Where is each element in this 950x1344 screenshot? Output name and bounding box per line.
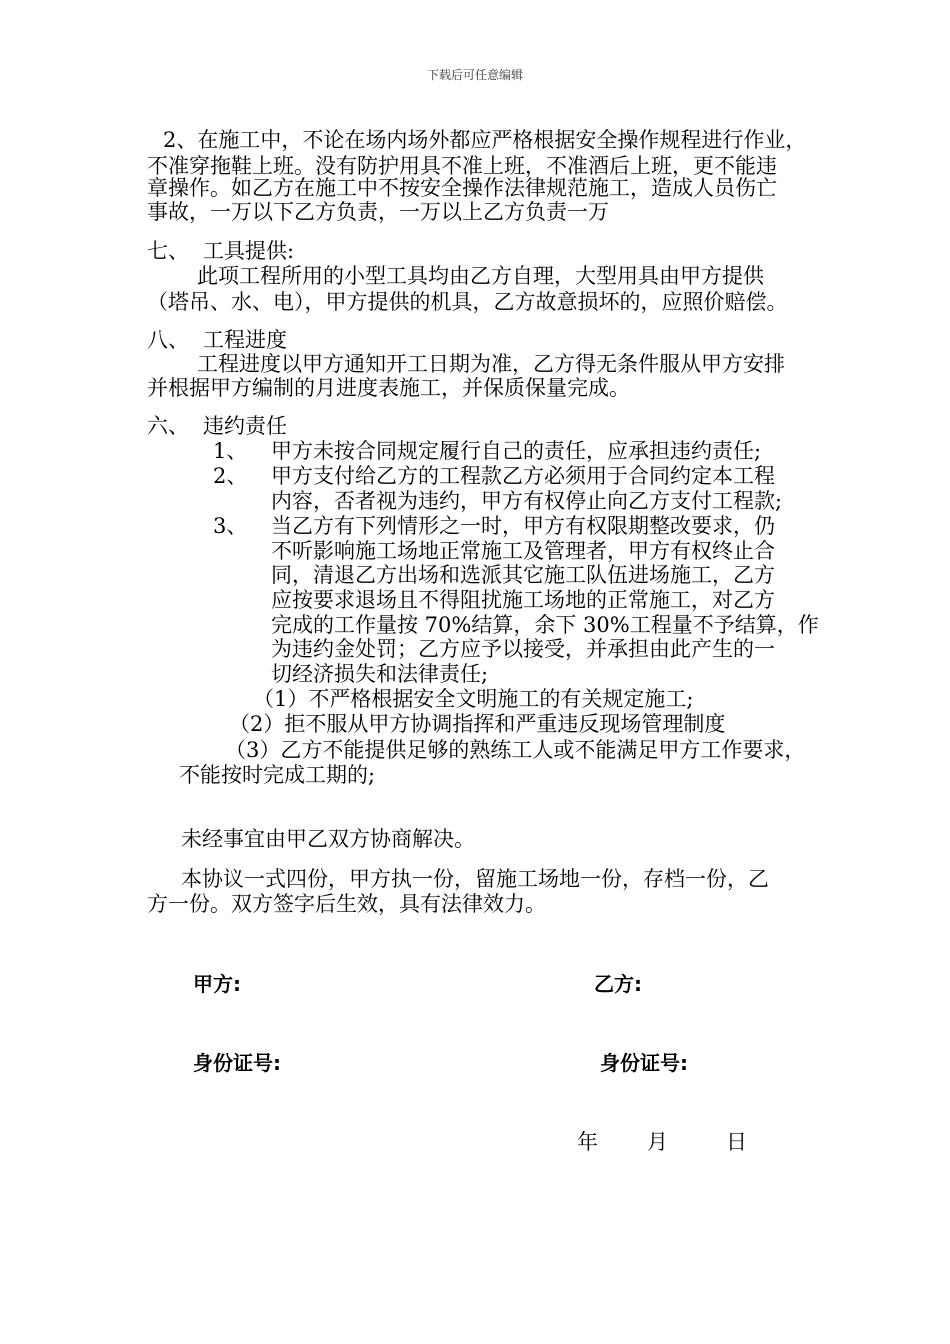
progress-line-1: 工程进度以甲方通知开工日期为准，乙方得无条件服从甲方安排 [197, 352, 785, 376]
breach-item-3-line-1: 当乙方有下列情形之一时，甲方有权限期整改要求，仍 [271, 514, 775, 538]
breach-item-2-line-1: 甲方支付给乙方的工程款乙方必须用于合同约定本工程 [271, 464, 775, 488]
breach-item-2-line-2: 内容，否者视为违约，甲方有权停止向乙方支付工程款; [271, 489, 783, 513]
tools-section-number: 七、 [147, 239, 189, 263]
breach-item-2-number: 2、 [213, 464, 248, 488]
breach-item-1-line-1: 甲方未按合同规定履行自己的责任，应承担违约责任; [271, 439, 762, 463]
progress-section-number: 八、 [147, 328, 189, 352]
date-day-label: 日 [726, 1130, 747, 1154]
party-a-label: 甲方: [193, 972, 241, 996]
breach-sub-item-3: （3）乙方不能提供足够的熟练工人或不能满足甲方工作要求， [225, 738, 806, 762]
breach-sub-item-1: （1）不严格根据安全文明施工的有关规定施工; [253, 687, 694, 711]
date-year-label: 年 [577, 1130, 598, 1154]
closing-line-2: 本协议一式四份，甲方执一份，留施工场地一份，存档一份，乙 [181, 867, 769, 891]
breach-item-3-line-7: 切经济损失和法律责任; [271, 662, 489, 686]
breach-item-3-number: 3、 [213, 514, 248, 538]
date-month-label: 月 [647, 1130, 668, 1154]
party-b-id-label: 身份证号: [600, 1051, 688, 1075]
breach-item-3-line-5: 完成的工作量按 70%结算，余下 30%工程量不予结算，作 [271, 613, 819, 637]
safety-line-3: 章操作。如乙方在施工中不按安全操作法律规范施工，造成人员伤亡 [147, 176, 777, 200]
breach-item-3-line-6: 为违约金处罚；乙方应予以接受，并承担由此产生的一 [271, 637, 775, 661]
breach-sub-item-3-cont: 不能按时完成工期的; [179, 763, 376, 787]
breach-section-number: 六、 [147, 414, 189, 438]
party-b-label: 乙方: [594, 972, 642, 996]
breach-item-3-line-4: 应按要求退场且不得阻扰施工场地的正常施工，对乙方 [271, 588, 775, 612]
breach-item-3-line-3: 同，清退乙方出场和选派其它施工队伍进场施工，乙方 [271, 563, 775, 587]
closing-line-3: 方一份。双方签字后生效，具有法律效力。 [147, 892, 546, 916]
tools-line-2: （塔吊、水、电），甲方提供的机具，乙方故意损坏的，应照价赔偿。 [147, 290, 788, 314]
progress-line-2: 并根据甲方编制的月进度表施工，并保质保量完成。 [147, 376, 630, 400]
breach-sub-item-2: （2）拒不服从甲方协调指挥和严重违反现场管理制度 [229, 712, 726, 736]
page-header: 下载后可任意编辑 [426, 68, 523, 82]
breach-item-3-line-2: 不听影响施工场地正常施工及管理者，甲方有权终止合 [271, 539, 775, 563]
tools-section-title: 工具提供: [203, 239, 295, 263]
party-a-id-label: 身份证号: [193, 1051, 281, 1075]
tools-line-1: 此项工程所用的小型工具均由乙方自理，大型用具由甲方提供 [197, 264, 764, 288]
closing-line-1: 未经事宜由甲乙双方协商解决。 [181, 827, 475, 851]
safety-line-1: 2、在施工中，不论在场内场外都应严格根据安全操作规程进行作业， [163, 128, 807, 152]
safety-line-2: 不准穿拖鞋上班。没有防护用具不准上班，不准酒后上班，更不能违 [147, 154, 777, 178]
breach-section-title: 违约责任 [203, 414, 287, 438]
progress-section-title: 工程进度 [203, 328, 287, 352]
safety-line-4: 事故，一万以下乙方负责，一万以上乙方负责一万 [147, 200, 609, 224]
breach-item-1-number: 1、 [213, 439, 248, 463]
